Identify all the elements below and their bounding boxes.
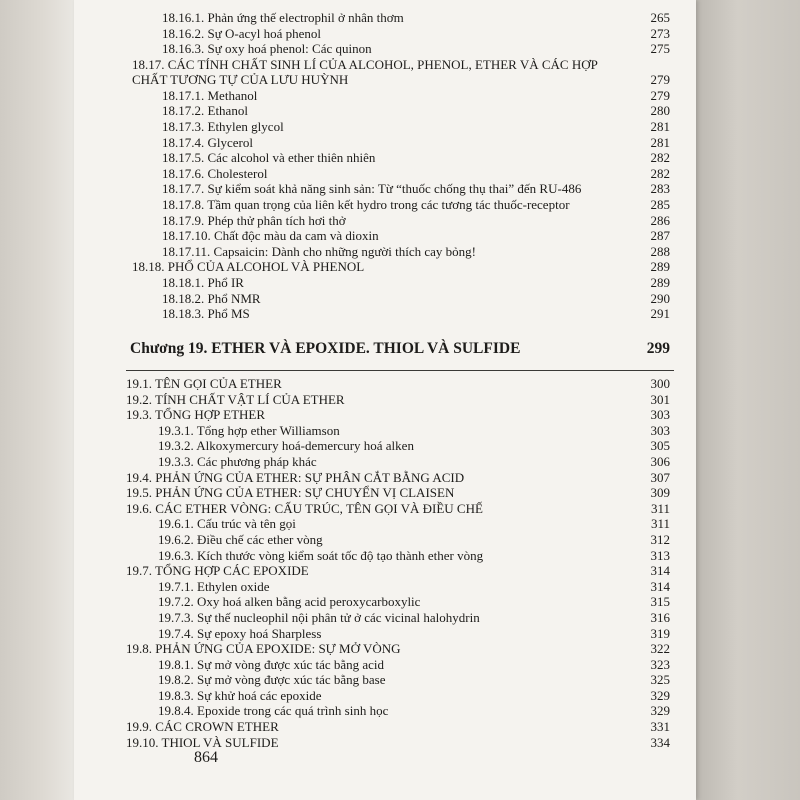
toc-entry-title: 18.16.3. Sự oxy hoá phenol: Các quinon	[162, 41, 372, 57]
toc-entry-page: 285	[650, 196, 670, 212]
toc-entry	[74, 291, 696, 307]
toc-entry-page: 319	[650, 625, 670, 641]
toc-entry	[74, 166, 696, 182]
toc-entry-page: 289	[650, 259, 670, 275]
toc-entry-title: 19.8. PHẢN ỨNG CỦA EPOXIDE: SỰ MỞ VÒNG	[126, 641, 401, 657]
toc-entry-page: 290	[650, 290, 670, 306]
toc-entry-page: 334	[650, 734, 670, 750]
toc-entry-title: 18.17.8. Tầm quan trọng của liên kết hydro trong các tương tác thuốc-receptor	[162, 196, 570, 212]
toc-entry	[74, 501, 696, 517]
toc-entry-page: 303	[650, 407, 670, 423]
chapter-title: Chương 19. ETHER VÀ EPOXIDE. THIOL VÀ SULFIDE	[130, 340, 521, 357]
toc-entry-page: 331	[650, 719, 670, 735]
toc-entry-title: 18.17.5. Các alcohol và ether thiên nhiên	[162, 150, 376, 166]
toc-entry-page: 311	[650, 516, 670, 532]
toc-entry-title: 19.3.2. Alkoxymercury hoá-demercury hoá alken	[158, 438, 414, 454]
book-spine-shadow	[0, 0, 74, 800]
toc-entry	[74, 275, 696, 291]
toc-entry-title: 19.6. CÁC ETHER VÒNG: CẤU TRÚC, TÊN GỌI VÀ ĐIỀU CHẾ	[126, 500, 483, 516]
toc-entry	[74, 135, 696, 151]
toc-entry	[74, 626, 696, 642]
toc-entry-page: 265	[650, 10, 670, 25]
toc-list-chapter-19	[74, 376, 696, 750]
toc-entry-page: 283	[650, 181, 670, 197]
toc-entry-page: 305	[650, 438, 670, 454]
toc-entry-page: 273	[650, 25, 670, 41]
toc-entry-page: 314	[650, 578, 670, 594]
toc-entry-title: 18.17.6. Cholesterol	[162, 165, 268, 181]
toc-entry	[74, 423, 696, 439]
toc-entry-title: 18.17.4. Glycerol	[162, 134, 253, 150]
toc-entry-page: 282	[650, 165, 670, 181]
toc-entry-title: 19.7.3. Sự thế nucleophil nội phân tử ở các vicinal halohydrin	[158, 609, 480, 625]
toc-entry-page: 312	[650, 531, 670, 547]
toc-entry-page: 313	[650, 547, 670, 563]
toc-entry	[74, 197, 696, 213]
toc-entry-title: 19.5. PHẢN ỨNG CỦA ETHER: SỰ CHUYỂN VỊ CLAISEN	[126, 485, 455, 501]
page-stack-edge	[696, 0, 800, 800]
toc-entry-title: 18.18.1. Phổ IR	[162, 274, 244, 290]
toc-entry	[74, 306, 696, 322]
toc-entry-title: 18.17.3. Ethylen glycol	[162, 118, 284, 134]
toc-entry	[74, 516, 696, 532]
toc-entry-title: 18.17.11. Capsaicin: Dành cho những người thích cay bỏng!	[162, 243, 477, 259]
toc-entry-page: 329	[650, 687, 670, 703]
toc-entry-title: 18.18.3. Phổ MS	[162, 306, 250, 322]
toc-entry-page: 289	[650, 274, 670, 290]
toc-entry-title: 19.4. PHẢN ỨNG CỦA ETHER: SỰ PHÂN CẮT BẰNG ACID	[126, 469, 465, 485]
toc-entry-page: 315	[650, 594, 670, 610]
toc-entry-page: 281	[650, 134, 670, 150]
toc-entry	[74, 548, 696, 564]
toc-entry-title: 19.7. TỔNG HỢP CÁC EPOXIDE	[126, 563, 309, 579]
toc-entry-page: 329	[650, 703, 670, 719]
toc-entry	[74, 392, 696, 408]
toc-list-chapter-18	[74, 10, 696, 322]
toc-entry-title: 18.18. PHỔ CỦA ALCOHOL VÀ PHENOL	[132, 259, 365, 275]
toc-entry-page: 306	[650, 453, 670, 469]
toc-entry-page: 280	[650, 103, 670, 119]
toc-entry-page: 323	[650, 656, 670, 672]
toc-entry	[74, 181, 696, 197]
toc-entry-title: 19.3.3. Các phương pháp khác	[158, 453, 317, 469]
toc-entry	[74, 735, 696, 751]
toc-entry	[74, 10, 696, 26]
toc-entry-title: 19.2. TÍNH CHẤT VẬT LÍ CỦA ETHER	[126, 391, 345, 407]
toc-entry	[74, 485, 696, 501]
toc-entry-page: 287	[650, 228, 670, 244]
chapter-page-number: 299	[646, 340, 670, 357]
toc-entry	[74, 532, 696, 548]
toc-entry-title: 19.10. THIOL VÀ SULFIDE	[126, 734, 279, 750]
toc-entry-title: 18.17.7. Sự kiểm soát khả năng sinh sản: Từ “thuốc chống thụ thai” đến RU-486	[162, 181, 582, 197]
toc-entry	[74, 563, 696, 579]
toc-entry-title: 18.17.1. Methanol	[162, 87, 258, 103]
toc-entry-page: 316	[650, 609, 670, 625]
toc-entry	[74, 407, 696, 423]
toc-entry-title: 19.6.2. Điều chế các ether vòng	[158, 531, 323, 547]
book-page	[74, 0, 696, 800]
toc-entry	[74, 88, 696, 104]
toc-entry	[74, 26, 696, 42]
toc-entry-page: 300	[650, 376, 670, 391]
toc-entry	[74, 657, 696, 673]
toc-entry-title: 19.3. TỔNG HỢP ETHER	[126, 407, 266, 423]
toc-entry	[74, 438, 696, 454]
toc-entry	[74, 454, 696, 470]
toc-entry-page: 314	[650, 563, 670, 579]
page-number: 864	[194, 749, 218, 766]
toc-entry-page: 303	[650, 422, 670, 438]
toc-entry-title: 18.16.2. Sự O-acyl hoá phenol	[162, 25, 322, 41]
toc-entry	[74, 213, 696, 229]
toc-entry-page: 286	[650, 212, 670, 228]
toc-entry-page: 281	[650, 118, 670, 134]
toc-entry-title: 18.17.2. Ethanol	[162, 103, 248, 119]
toc-entry-title: 19.8.3. Sự khử hoá các epoxide	[158, 687, 322, 703]
toc-entry	[74, 594, 696, 610]
toc-entry-page: 311	[650, 500, 670, 516]
toc-entry-title: 18.17.9. Phép thử phân tích hơi thở	[162, 212, 346, 228]
toc-entry	[74, 579, 696, 595]
toc-entry-page: 301	[650, 391, 670, 407]
toc-entry	[74, 376, 696, 392]
toc-entry	[74, 470, 696, 486]
toc-entry	[74, 719, 696, 735]
toc-entry	[74, 259, 696, 275]
toc-entry-page: 288	[650, 243, 670, 259]
toc-entry-title: 19.3.1. Tổng hợp ether Williamson	[158, 422, 340, 438]
toc-entry	[74, 150, 696, 166]
toc-entry-title: 18.16.1. Phản ứng thế electrophil ở nhân thơm	[162, 10, 404, 25]
toc-entry	[74, 119, 696, 135]
toc-entry-title: 19.7.2. Oxy hoá alken bằng acid peroxycarboxylic	[158, 594, 421, 610]
toc-entry	[74, 672, 696, 688]
toc-entry	[74, 228, 696, 244]
toc-entry-title: 18.18.2. Phổ NMR	[162, 290, 261, 306]
toc-entry-page: 279	[650, 72, 670, 88]
toc-entry-page: 322	[650, 641, 670, 657]
toc-entry-title: 19.1. TÊN GỌI CỦA ETHER	[126, 376, 282, 391]
toc-entry	[74, 41, 696, 57]
toc-entry-page: 291	[650, 306, 670, 322]
toc-entry-title: 18.17. CÁC TÍNH CHẤT SINH LÍ CỦA ALCOHOL, PHENOL, ETHER VÀ CÁC HỢP CHẤT TƯƠNG TỰ CỦA LƯU HUỲNH	[132, 56, 598, 88]
toc-entry	[74, 703, 696, 719]
toc-entry-title: 19.7.4. Sự epoxy hoá Sharpless	[158, 625, 322, 641]
toc-entry-title: 19.8.2. Sự mở vòng được xúc tác bằng base	[158, 672, 386, 688]
toc-entry-title: 19.9. CÁC CROWN ETHER	[126, 719, 279, 735]
toc-entry-page: 282	[650, 150, 670, 166]
toc-entry-title: 19.6.1. Cấu trúc và tên gọi	[158, 516, 296, 532]
toc-entry	[74, 103, 696, 119]
toc-entry-page: 275	[650, 41, 670, 57]
chapter-divider	[126, 370, 674, 371]
toc-entry	[74, 688, 696, 704]
toc-entry-title: 19.8.4. Epoxide trong các quá trình sinh học	[158, 703, 389, 719]
toc-entry-page: 307	[650, 469, 670, 485]
toc-entry-page: 309	[650, 485, 670, 501]
toc-entry-page: 279	[650, 87, 670, 103]
toc-entry	[74, 244, 696, 260]
toc-entry-title: 19.6.3. Kích thước vòng kiểm soát tốc độ tạo thành ether vòng	[158, 547, 484, 563]
chapter-heading	[130, 340, 670, 362]
toc-entry	[74, 57, 696, 88]
toc-entry-title: 18.17.10. Chất độc màu da cam và dioxin	[162, 228, 379, 244]
toc-entry	[74, 641, 696, 657]
toc-entry-title: 19.8.1. Sự mở vòng được xúc tác bằng acid	[158, 656, 385, 672]
toc-entry-title: 19.7.1. Ethylen oxide	[158, 578, 270, 594]
toc-entry	[74, 610, 696, 626]
toc-entry-page: 325	[650, 672, 670, 688]
